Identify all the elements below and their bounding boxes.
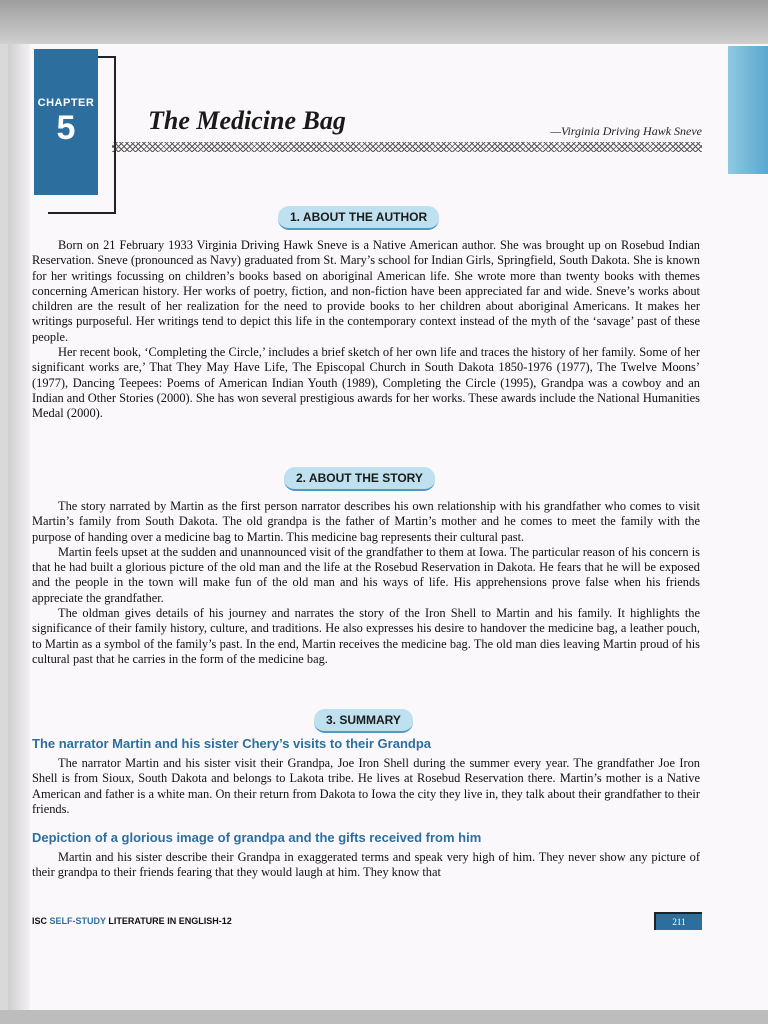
book-page	[8, 44, 768, 1010]
paragraph: Martin feels upset at the sudden and unannounced visit of the grandfather to them at Iowa. The particular reason of his concern is that he had built a glorious picture of the old man and the life at the Rosebud Reservation in Dakota. He fears that he will be exposed and the people in the town will make fun of the old man and his ways of life. His apprehensions prove false when his friends appreciate the grandfather.	[32, 544, 700, 605]
scanner-bottom-edge	[0, 1010, 768, 1024]
footer-book-title	[32, 916, 232, 926]
chapter-label: CHAPTER	[37, 97, 95, 109]
chapter-number: 5	[56, 109, 76, 147]
title-divider	[112, 142, 702, 152]
chapter-edge-tab	[728, 46, 768, 174]
chapter-title: The Medicine Bag	[148, 106, 346, 135]
paragraph: The oldman gives details of his journey and narrates the story of the Iron Shell to Martin and his family. It highlights the significance of their family history, culture, and traditions. He also expresses his desire to handover the medicine bag, a leather pouch, to Martin as a symbol of the family’s past. In the end, Martin receives the medicine bag. The old man dies leaving Martin proud of his cultural past that he carries in the form of the medicine bag.	[32, 606, 700, 666]
footer-suffix: LITERATURE IN ENGLISH-12	[105, 916, 232, 926]
about-author-text	[32, 238, 700, 422]
summary-subheading-image: Depiction of a glorious image of grandpa and the gifts received from him	[32, 830, 482, 845]
chapter-badge	[34, 49, 98, 195]
paragraph: Martin and his sister describe their Grandpa in exaggerated terms and speak very high of him. They never show any picture of their grandpa to their friends fearing that they would laugh at him. They know that	[32, 850, 700, 880]
summary-subheading-visits: The narrator Martin and his sister Chery’s visits to their Grandpa	[32, 736, 432, 751]
page-gutter-shadow	[8, 44, 30, 1010]
author-credit: —Virginia Driving Hawk Sneve	[550, 124, 702, 138]
summary-text-visits	[32, 756, 700, 817]
paragraph: Her recent book, ‘Completing the Circle,’ includes a brief sketch of her own life and traces the history of her family. Some of her significant works are,’ That They May Have Life, The Episcopal Church in South Dakota 1850-1976 (1977), The Twelve Moons’ (1977), Dancing Teepees: Poems of American Indian Youth (1989), Completing the Circle (1995), Grandpa was a cowboy and an Indian and Other Stories (2000). She has won several prestigious awards for her works. These awards include the National Humanities Medal (2000).	[32, 345, 700, 421]
paragraph: Born on 21 February 1933 Virginia Driving Hawk Sneve is a Native American author. She was brought up on Rosebud Indian Reservation. Sneve (pronounced as Navy) graduated from St. Mary’s school for Indian Girls, Springfield, South Dakota. She is known for her writings focussing on children’s books based on aboriginal American life. She wrote more than twenty books with themes concerning American history. Her works of poetry, fiction, and non-fiction have been appreciated far and wide. Sneve’s works about children are the result of her realization for the need to provide books to her children about aboriginal Americans. It makes her writings purposeful. Her writings tend to depict this life in the contemporary context instead of the myth of the ‘savage’ past of these people.	[32, 238, 700, 344]
footer-prefix: ISC	[32, 916, 50, 926]
paragraph: The story narrated by Martin as the first person narrator describes his own relationship with his grandfather who comes to visit Martin’s family from South Dakota. The old grandpa is the father of Martin’s mother and he comes to meet the family with the purpose of handing over a medicine bag to Martin. This medicine bag represents their cultural past.	[32, 499, 700, 544]
page-number: 211	[654, 912, 702, 930]
scanner-top-edge	[0, 0, 768, 44]
paragraph: The narrator Martin and his sister visit their Grandpa, Joe Iron Shell during the summer every year. The grandfather Joe Iron Shell is from Sioux, South Dakota and belongs to Lakota tribe. He lives at Rosebud Reservation there. Martin’s mother is a Native American and father is a white man. On their return from Dakota to Iowa the city they live in, they talk about their grandfather to their friends.	[32, 756, 700, 816]
summary-text-image	[32, 850, 700, 881]
section-heading-about-author: 1. ABOUT THE AUTHOR	[278, 206, 439, 230]
section-heading-about-story: 2. ABOUT THE STORY	[284, 467, 435, 491]
footer-highlight: SELF-STUDY	[49, 916, 106, 926]
section-heading-summary: 3. SUMMARY	[314, 709, 413, 733]
about-story-text	[32, 499, 700, 667]
